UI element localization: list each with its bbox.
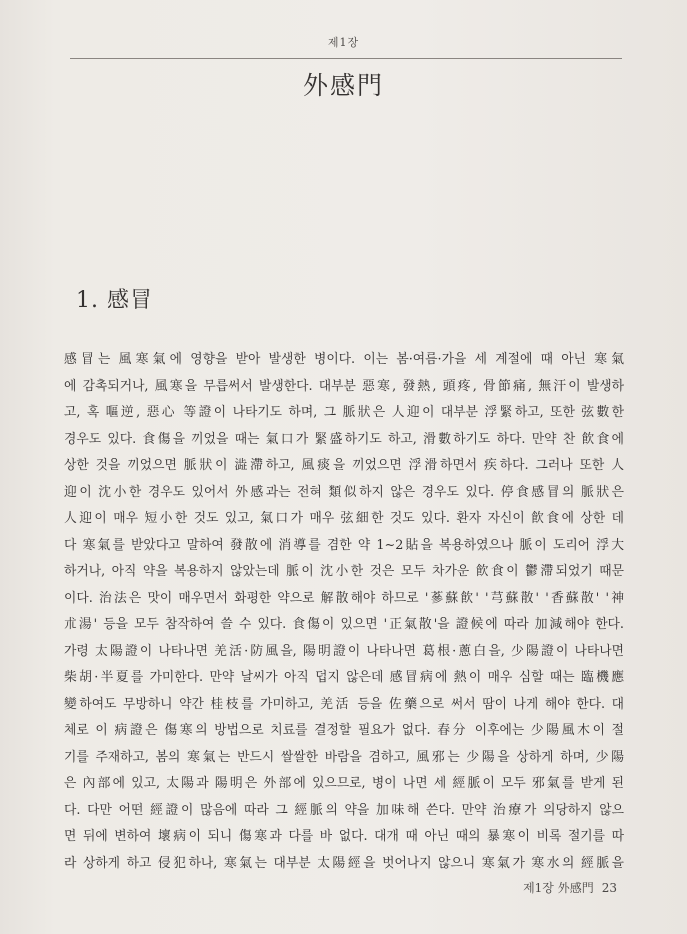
body-line: 면 뒤에 변하여 壞病이 되니 傷寒과 다를 바 없다. 대개 때 아닌 때의 暴寒이 비록 절기를 따 [64, 829, 624, 844]
body-line: 變하여도 무방하니 약간 桂枝를 가미하고, 羌活 등을 佐藥으로 써서 땀이 나게 해야 한다. 대 [64, 696, 624, 712]
body-line: 경우도 있다. 食傷을 끼었을 때는 氣口가 緊盛하기도 하고, 滑數하기도 하다. 만약 찬 飮食에 [64, 431, 624, 447]
section-title: 1. 感冒 [76, 288, 153, 313]
body-line: 상한 것을 끼었으면 脈狀이 澁滯하고, 風痰을 끼었으면 浮滑하면서 疾하다. 그러나 또한 人 [64, 458, 624, 473]
body-line: 가령 太陽證이 나타나면 羌活·防風을, 陽明證이 나타나면 葛根·蔥白을, 少陽證이 나타나면 [64, 643, 624, 659]
body-line: 迎이 沈小한 경우도 있어서 外感과는 전혀 類似하지 않은 경우도 있다. 停食感冒의 脈狀은 [64, 484, 624, 500]
body-line: 체로 이 病證은 傷寒의 방법으로 치료를 결정할 필요가 없다. 春分 이후에는 少陽風木이 절 [64, 723, 624, 738]
body-line: 人迎이 매우 短小한 것도 있고, 氣口가 매우 弦細한 것도 있다. 환자 자신이 飮食에 상한 데 [64, 511, 624, 526]
page-number: 23 [601, 881, 617, 895]
chapter-title: 外感門 [302, 71, 384, 100]
body-line: 이다. 治法은 맛이 매우면서 화평한 약으로 解散해야 하므로 '蔘蘇飮' '芎蘇散' '香蘇散' '神 [64, 590, 624, 606]
header-rule [70, 58, 622, 59]
body-line: 다 寒氣를 받았다고 말하여 發散에 消導를 겸한 약 1∼2貼을 복용하였으나 脈이 도리어 浮大 [64, 537, 624, 553]
page-footer [523, 879, 617, 896]
body-line: 라 상하게 하고 侵犯하나, 寒氣는 대부분 太陽經을 벗어나지 않으니 寒氣가 寒水의 經脈을 [64, 855, 624, 871]
body-line: 다. 다만 어떤 經證이 많음에 따라 그 經脈의 약을 加味해 쓴다. 만약 治療가 의당하지 않으 [64, 802, 624, 818]
body-line: 은 內部에 있고, 太陽과 陽明은 外部에 있으므로, 병이 나면 세 經脈이 모두 邪氣를 받게 된 [64, 776, 624, 791]
body-line: 기를 주재하고, 봄의 寒氣는 반드시 쌀쌀한 바람을 겸하고, 風邪는 少陽을 상하게 하며, 少陽 [64, 749, 624, 765]
body-line: 感冒는 風寒氣에 영향을 받아 발생한 병이다. 이는 봄·여름·가을 세 계절에 때 아닌 寒氣 [64, 352, 624, 367]
body-line: 柴胡·半夏를 가미한다. 만약 날씨가 아직 덥지 않은데 感冒病에 熱이 매우 심할 때는 臨機應 [64, 670, 624, 685]
body-line: 朮湯' 등을 모두 참작하여 쓸 수 있다. 食傷이 있으면 '正氣散'을 證候에 따라 加減해야 한다. [64, 617, 624, 632]
body-line: 고, 혹 嘔逆, 惡心 等證이 나타기도 하며, 그 脈狀은 人迎이 대부분 浮緊하고, 또한 弦數한 [64, 405, 624, 420]
body-line: 에 감촉되거나, 風寒을 무릅써서 발생한다. 대부분 惡寒, 發熱, 頭疼, 骨節痛, 無汗이 발생하 [64, 378, 624, 394]
running-head: 제1장 [327, 36, 360, 49]
body-line: 하거나, 아직 약을 복용하지 않았는데 脈이 沈小한 것은 모두 차가운 飮食이 鬱滯되었기 때문 [64, 564, 624, 579]
body-text [64, 347, 624, 877]
footer-label: 제1장 外感門 [523, 881, 594, 895]
